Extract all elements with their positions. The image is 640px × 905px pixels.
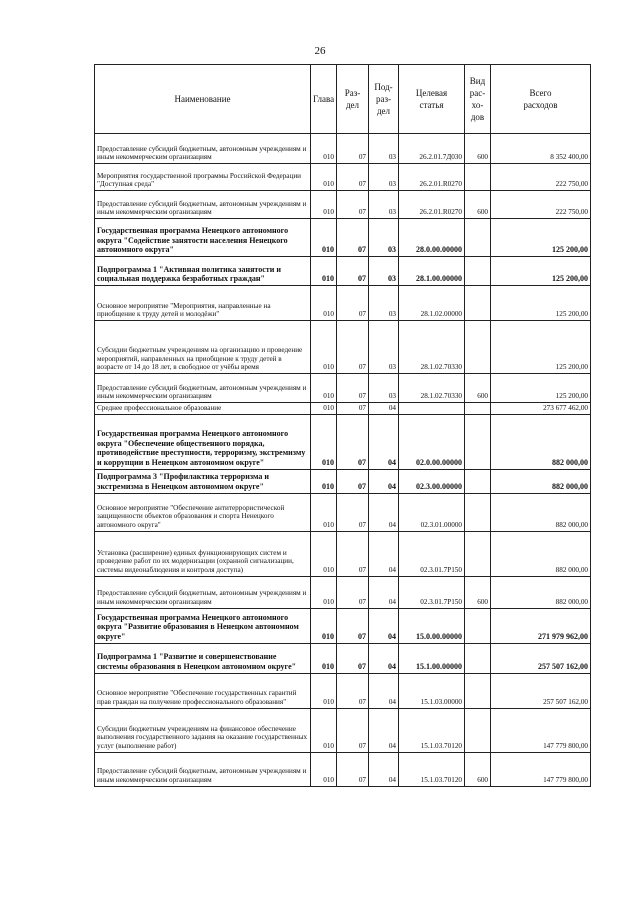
cell-razdel: 07 [337,752,369,786]
table-row [95,219,591,257]
cell-glava: 010 [311,403,337,415]
cell-glava: 010 [311,752,337,786]
cell-target: 26.2.01.7Д030 [399,134,465,164]
cell-vid [465,257,491,286]
cell-razdel: 07 [337,286,369,321]
cell-name: Государственная программа Ненецкого автономного округа "Обеспечение общественного порядка, противодействие преступности, терроризму, экстремизму и коррупции в Ненецком автономном округе" [95,414,311,469]
cell-razdel: 07 [337,576,369,608]
cell-razdel: 07 [337,673,369,708]
cell-vid [465,414,491,469]
table-row [95,531,591,576]
cell-razdel: 07 [337,531,369,576]
cell-target [399,403,465,415]
cell-glava: 010 [311,608,337,643]
cell-vid [465,643,491,673]
cell-name: Государственная программа Ненецкого автономного округа "Развитие образования в Ненецком автономном округе" [95,608,311,643]
cell-razdel: 07 [337,257,369,286]
table-row [95,134,591,164]
table-header-row [95,65,591,134]
cell-razdel: 07 [337,134,369,164]
cell-podrazdel: 03 [369,257,399,286]
cell-podrazdel: 03 [369,374,399,403]
cell-target: 02.3.00.00000 [399,469,465,493]
cell-glava: 010 [311,286,337,321]
cell-razdel: 07 [337,403,369,415]
cell-name: Подпрограмма 1 "Развитие и совершенствование системы образования в Ненецком автономном округе" [95,643,311,673]
cell-razdel: 07 [337,708,369,752]
cell-target: 15.1.03.00000 [399,673,465,708]
cell-target: 26.2.01.R0270 [399,164,465,191]
table-row [95,643,591,673]
cell-razdel: 07 [337,493,369,531]
cell-name: Предоставление субсидий бюджетным, автономным учреждениям и иным некоммерческим организациям [95,752,311,786]
cell-name: Среднее профессиональное образование [95,403,311,415]
budget-table [94,64,591,787]
cell-name: Предоставление субсидий бюджетным, автономным учреждениям и иным некоммерческим организациям [95,134,311,164]
cell-total: 882 000,00 [491,531,591,576]
cell-vid: 600 [465,576,491,608]
cell-razdel: 07 [337,219,369,257]
table-row [95,374,591,403]
cell-total: 147 779 800,00 [491,708,591,752]
cell-podrazdel: 03 [369,191,399,219]
cell-total: 147 779 800,00 [491,752,591,786]
cell-podrazdel: 03 [369,286,399,321]
cell-glava: 010 [311,708,337,752]
cell-name: Предоставление субсидий бюджетным, автономным учреждениям и иным некоммерческим организациям [95,576,311,608]
cell-vid: 600 [465,134,491,164]
cell-vid [465,531,491,576]
cell-razdel: 07 [337,374,369,403]
cell-total: 882 000,00 [491,576,591,608]
table-row [95,286,591,321]
cell-name: Основное мероприятие "Обеспечение государственных гарантий прав граждан на получение профессионального образования" [95,673,311,708]
cell-podrazdel: 04 [369,493,399,531]
table-row [95,257,591,286]
cell-glava: 010 [311,164,337,191]
cell-glava: 010 [311,374,337,403]
cell-glava: 010 [311,219,337,257]
cell-glava: 010 [311,469,337,493]
cell-vid: 600 [465,191,491,219]
cell-name: Подпрограмма 3 "Профилактика терроризма и экстремизма в Ненецком автономном округе" [95,469,311,493]
cell-vid [465,673,491,708]
cell-total: 257 507 162,00 [491,643,591,673]
cell-glava: 010 [311,321,337,374]
cell-target: 02.3.01.00000 [399,493,465,531]
cell-total: 8 352 400,00 [491,134,591,164]
cell-podrazdel: 04 [369,643,399,673]
cell-total: 882 000,00 [491,493,591,531]
cell-target: 28.1.02.70330 [399,374,465,403]
cell-total: 882 000,00 [491,469,591,493]
cell-razdel: 07 [337,191,369,219]
cell-razdel: 07 [337,414,369,469]
cell-vid [465,708,491,752]
cell-total: 222 750,00 [491,164,591,191]
header-glava: Глава [311,65,337,134]
cell-name: Государственная программа Ненецкого автономного округа "Содействие занятости населения Ненецкого автономного округа" [95,219,311,257]
cell-total: 125 200,00 [491,321,591,374]
cell-target: 02.3.01.7Р150 [399,531,465,576]
header-name: Наименование [95,65,311,134]
cell-target: 15.1.03.70120 [399,708,465,752]
table-row [95,469,591,493]
table-row [95,403,591,415]
cell-target: 15.0.00.00000 [399,608,465,643]
cell-vid [465,219,491,257]
cell-vid: 600 [465,752,491,786]
cell-podrazdel: 04 [369,531,399,576]
cell-vid [465,403,491,415]
cell-target: 28.1.00.00000 [399,257,465,286]
cell-total: 271 979 962,00 [491,608,591,643]
cell-target: 28.0.00.00000 [399,219,465,257]
cell-total: 125 200,00 [491,257,591,286]
cell-name: Субсидии бюджетным учреждениям на финансовое обеспечение выполнения государственного задания на оказание государственных услуг (выполнение работ) [95,708,311,752]
table-row [95,321,591,374]
cell-total: 273 677 462,00 [491,403,591,415]
cell-name: Основное мероприятие "Мероприятия, направленные на приобщение к труду детей и молодёжи" [95,286,311,321]
cell-podrazdel: 04 [369,673,399,708]
header-total: Всего расходов [491,65,591,134]
cell-podrazdel: 03 [369,134,399,164]
cell-name: Предоставление субсидий бюджетным, автономным учреждениям и иным некоммерческим организациям [95,191,311,219]
cell-name: Установка (расширение) единых функционирующих систем и проведение работ по их модернизации (охранной сигнализации, системы видеонаблюдения и контроля доступа) [95,531,311,576]
cell-target: 28.1.02.00000 [399,286,465,321]
cell-vid: 600 [465,374,491,403]
cell-podrazdel: 03 [369,219,399,257]
cell-podrazdel: 04 [369,469,399,493]
cell-vid [465,469,491,493]
cell-razdel: 07 [337,643,369,673]
table-row [95,708,591,752]
cell-glava: 010 [311,531,337,576]
table-row [95,414,591,469]
table-row [95,164,591,191]
cell-podrazdel: 03 [369,321,399,374]
cell-glava: 010 [311,576,337,608]
cell-name: Основное мероприятие "Обеспечение антитеррористической защищенности объектов образования и спорта Ненецкого автономного округа" [95,493,311,531]
cell-glava: 010 [311,643,337,673]
cell-total: 125 200,00 [491,219,591,257]
header-target: Целевая статья [399,65,465,134]
cell-podrazdel: 04 [369,576,399,608]
cell-glava: 010 [311,191,337,219]
table-row [95,752,591,786]
cell-razdel: 07 [337,164,369,191]
table-row [95,673,591,708]
cell-razdel: 07 [337,469,369,493]
cell-vid [465,164,491,191]
cell-glava: 010 [311,673,337,708]
cell-target: 02.0.00.00000 [399,414,465,469]
cell-target: 02.3.01.7Р150 [399,576,465,608]
cell-vid [465,608,491,643]
header-vid: Вид рас- хо- дов [465,65,491,134]
cell-podrazdel: 04 [369,414,399,469]
cell-name: Субсидии бюджетным учреждениям на организацию и проведение мероприятий, направленных на приобщение к труду детей в возрасте от 14 до 18 лет, в свободное от учёбы время [95,321,311,374]
cell-target: 15.1.00.00000 [399,643,465,673]
cell-podrazdel: 03 [369,164,399,191]
table-row [95,493,591,531]
cell-vid [465,321,491,374]
table-row [95,608,591,643]
cell-glava: 010 [311,257,337,286]
cell-podrazdel: 04 [369,752,399,786]
table-row [95,576,591,608]
cell-glava: 010 [311,134,337,164]
table-row [95,191,591,219]
cell-name: Подпрограмма 1 "Активная политика занятости и социальная поддержка безработных граждан" [95,257,311,286]
cell-target: 28.1.02.70330 [399,321,465,374]
header-podrazdel: Под- раз- дел [369,65,399,134]
cell-total: 222 750,00 [491,191,591,219]
cell-total: 257 507 162,00 [491,673,591,708]
cell-total: 882 000,00 [491,414,591,469]
cell-target: 26.2.01.R0270 [399,191,465,219]
cell-podrazdel: 04 [369,403,399,415]
cell-glava: 010 [311,493,337,531]
table-body [95,134,591,787]
cell-razdel: 07 [337,608,369,643]
cell-total: 125 200,00 [491,374,591,403]
cell-podrazdel: 04 [369,708,399,752]
cell-podrazdel: 04 [369,608,399,643]
cell-vid [465,493,491,531]
cell-razdel: 07 [337,321,369,374]
cell-total: 125 200,00 [491,286,591,321]
cell-glava: 010 [311,414,337,469]
cell-vid [465,286,491,321]
cell-name: Мероприятия государственной программы Российской Федерации "Доступная среда" [95,164,311,191]
cell-name: Предоставление субсидий бюджетным, автономным учреждениям и иным некоммерческим организациям [95,374,311,403]
page-number: 26 [314,45,326,57]
header-razdel: Раз- дел [337,65,369,134]
cell-target: 15.1.03.70120 [399,752,465,786]
